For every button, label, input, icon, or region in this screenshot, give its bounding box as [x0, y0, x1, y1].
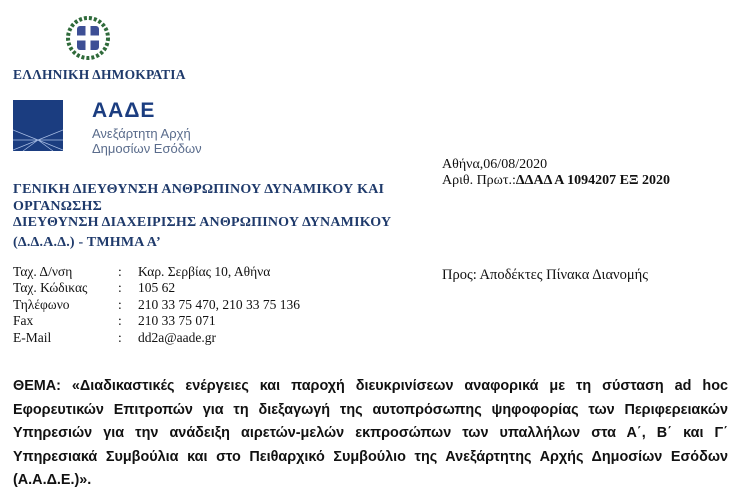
contact-value: 210 33 75 071	[138, 313, 216, 328]
subject-paragraph: ΘΕΜΑ: «Διαδικαστικές ενέργειες και παροχή διευκρινίσεων αναφορικά με τη σύσταση ad hoc Εφορευτικών Επιτροπών για τη διεξαγωγή της αυτοπρόσωπης ψηφοφορίας των Περιφερειακών Υπηρεσιών για την ανάδειξη αιρετών-μελών εκπροσώπων των υπαλλήλων στα Α΄, Β΄ και Γ΄ Υπηρεσιακά Συμβούλια και στο Πειθαρχικό Συμβούλιο της Ανεξάρτητης Αρχής Δημοσίων Εσόδων (Α.Α.Δ.Ε.)».	[13, 378, 728, 488]
contact-value: Καρ. Σερβίας 10, Αθήνα	[138, 264, 271, 279]
aade-logo-title: ΑΑΔΕ	[92, 99, 156, 122]
contact-row	[13, 297, 300, 313]
greek-emblem-icon	[66, 16, 110, 60]
contact-row	[13, 264, 270, 280]
protocol-label: Αριθ. Πρωτ.:	[442, 173, 516, 188]
contact-label: Τηλέφωνο	[13, 297, 70, 312]
department-line: ΓΕΝΙΚΗ ΔΙΕΥΘΥΝΣΗ ΑΝΘΡΩΠΙΝΟΥ ΔΥΝΑΜΙΚΟΥ ΚΑΙ	[13, 182, 385, 197]
contact-label: Ταχ. Κώδικας	[13, 280, 88, 295]
contact-label: Fax	[13, 313, 34, 328]
contact-sep: :	[118, 313, 122, 328]
contact-label: E-Mail	[13, 330, 52, 345]
contact-label: Ταχ. Δ/νση	[13, 264, 73, 279]
protocol-number	[442, 173, 670, 189]
aade-logo-icon	[13, 100, 63, 151]
contact-sep: :	[118, 264, 122, 279]
recipients: Προς: Αποδέκτες Πίνακα Διανομής	[442, 267, 648, 283]
department-line: ΟΡΓΑΝΩΣΗΣ	[13, 199, 102, 214]
republic-title: ΕΛΛΗΝΙΚΗ ΔΗΜΟΚΡΑΤΙΑ	[13, 67, 186, 82]
contact-value: 210 33 75 470, 210 33 75 136	[138, 297, 300, 312]
aade-logo-subtitle: Δημοσίων Εσόδων	[92, 141, 202, 156]
contact-row	[13, 330, 216, 346]
contact-value: 105 62	[138, 280, 176, 295]
document-date: Αθήνα,06/08/2020	[442, 157, 548, 172]
contact-row	[13, 280, 175, 296]
contact-sep: :	[118, 280, 122, 295]
aade-logo-subtitle: Ανεξάρτητη Αρχή	[92, 126, 191, 141]
contact-sep: :	[118, 297, 122, 312]
contact-row	[13, 313, 216, 329]
contact-sep: :	[118, 330, 122, 345]
department-line: ΔΙΕΥΘΥΝΣΗ ΔΙΑΧΕΙΡΙΣΗΣ ΑΝΘΡΩΠΙΝΟΥ ΔΥΝΑΜΙΚΟΥ	[13, 215, 392, 230]
department-line: (Δ.Δ.Α.Δ.) - ΤΜΗΜΑ Α’	[13, 235, 161, 250]
contact-value: dd2a@aade.gr	[138, 330, 217, 345]
protocol-value: ΔΔΑΔ Α 1094207 ΕΞ 2020	[515, 173, 670, 188]
